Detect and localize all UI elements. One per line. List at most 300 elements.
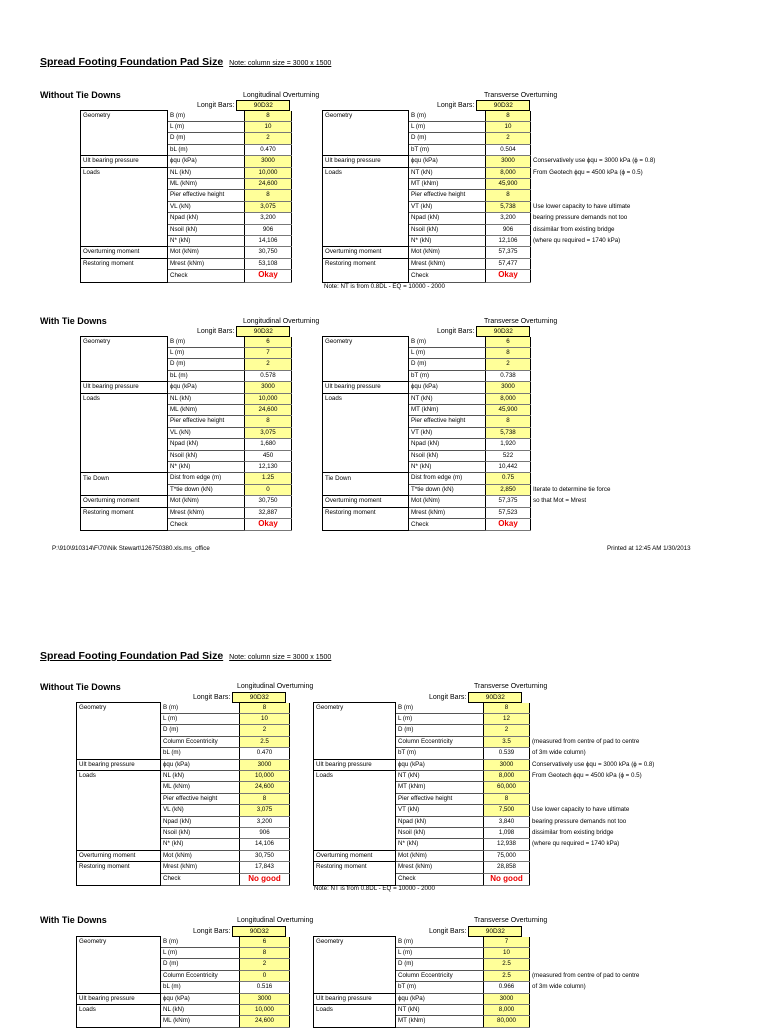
table-row <box>81 393 292 404</box>
table-row <box>314 862 690 873</box>
comment-cell: Conservatively use ɸqu = 3000 kPa (ɸ = 0.8) <box>532 760 655 768</box>
input-value-cell[interactable]: 2 <box>486 133 531 144</box>
input-value-cell[interactable]: 24,600 <box>240 1016 290 1027</box>
comment-cell <box>530 1004 690 1015</box>
input-value-cell[interactable]: 3,075 <box>240 805 290 816</box>
longit-bars-label: Longit Bars: 90D32 <box>193 926 286 937</box>
input-value-cell[interactable]: 1.25 <box>245 473 292 484</box>
input-value-cell[interactable]: 2 <box>486 359 531 370</box>
group-label-cell <box>323 144 409 155</box>
table-row <box>77 703 290 714</box>
longit-bars-value[interactable]: 90D32 <box>468 926 522 937</box>
input-value-cell[interactable]: 8 <box>484 793 530 804</box>
table-row <box>77 970 290 981</box>
group-label-cell: Tie Down <box>323 473 409 484</box>
group-label-cell: Ult bearing pressure <box>77 993 161 1004</box>
computed-value-cell: 12,130 <box>245 461 292 472</box>
table-row <box>81 484 292 495</box>
group-label-cell <box>314 947 396 958</box>
input-value-cell[interactable]: 2.5 <box>484 959 530 970</box>
parameter-label-cell: bT (m) <box>409 370 486 381</box>
comment-cell: Use lower capacity to have ultimate <box>533 202 631 210</box>
parameter-label-cell: Nsoil (kN) <box>168 450 245 461</box>
group-label-cell: Geometry <box>77 703 161 714</box>
input-value-cell[interactable]: 2 <box>484 725 530 736</box>
group-label-cell: Overturning moment <box>77 850 161 861</box>
check-result: Okay <box>258 270 278 280</box>
group-label-cell: Loads <box>81 167 168 178</box>
input-value-cell[interactable]: 2 <box>245 359 292 370</box>
table-row <box>323 167 691 178</box>
input-value-cell[interactable]: 10 <box>486 121 531 132</box>
input-value-cell[interactable]: 80,000 <box>484 1016 530 1027</box>
group-label-cell <box>314 839 396 850</box>
parameter-label-cell: Npad (kN) <box>168 439 245 450</box>
comment-cell <box>530 1016 690 1027</box>
longit-bars-label: Longit Bars: 90D32 <box>193 692 286 703</box>
input-value-cell[interactable]: 5,738 <box>486 427 531 438</box>
footer-printed-date: Printed at 12:45 AM 1/30/2013 <box>607 545 691 552</box>
parameter-label-cell: ɸqu (kPa) <box>161 759 240 770</box>
input-value-cell[interactable]: 12 <box>484 713 530 724</box>
parameter-label-cell: N* (kN) <box>168 235 245 246</box>
input-value-cell[interactable]: 60,000 <box>484 782 530 793</box>
group-label-cell <box>314 805 396 816</box>
computed-value-cell: 906 <box>486 224 531 235</box>
table-row <box>323 382 691 393</box>
parameter-label-cell: NT (kN) <box>396 1004 484 1015</box>
nt-note: Note: NT is from 0.8DL - EQ = 10000 - 2000 <box>314 885 435 892</box>
group-label-cell: Restoring moment <box>323 258 409 269</box>
input-value-cell[interactable]: 10,000 <box>240 1004 290 1015</box>
comment-cell <box>530 793 690 804</box>
table-row <box>323 496 691 507</box>
comment-cell <box>531 258 691 269</box>
comment-cell <box>531 439 691 450</box>
table-row <box>323 337 691 348</box>
longit-bars-value[interactable]: 90D32 <box>476 100 530 111</box>
parameter-label-cell: Check <box>409 519 486 531</box>
input-value-cell[interactable]: 7,500 <box>484 805 530 816</box>
comment-cell <box>531 190 691 201</box>
table-row <box>323 133 691 144</box>
parameter-label-cell: Dist from edge (m) <box>168 473 245 484</box>
computed-value-cell: 0.966 <box>484 982 530 993</box>
table-row <box>81 167 292 178</box>
table-row <box>77 862 290 873</box>
parameter-label-cell: Npad (kN) <box>396 816 484 827</box>
table-row <box>323 416 691 427</box>
comment-cell <box>531 270 691 282</box>
parameter-label-cell: B (m) <box>168 111 245 122</box>
input-value-cell[interactable]: 8,000 <box>486 167 531 178</box>
parameter-label-cell: Nsoil (kN) <box>168 224 245 235</box>
computed-value-cell: 30,750 <box>245 496 292 507</box>
group-label-cell: Ult bearing pressure <box>81 382 168 393</box>
input-value-cell[interactable]: 6 <box>486 337 531 348</box>
parameter-label-cell: Check <box>396 873 484 885</box>
group-label-cell: Overturning moment <box>81 496 168 507</box>
group-label-cell <box>323 404 409 415</box>
group-label-cell <box>314 959 396 970</box>
table-row <box>314 805 690 816</box>
parameter-label-cell: B (m) <box>161 703 240 714</box>
table-row <box>314 1016 690 1027</box>
table-row <box>323 393 691 404</box>
computed-value-cell: 522 <box>486 450 531 461</box>
table-row <box>77 937 290 948</box>
parameter-label-cell: VT (kN) <box>409 427 486 438</box>
table-row <box>323 201 691 212</box>
table-row <box>323 213 691 224</box>
check-result-cell <box>240 873 290 885</box>
group-label-cell <box>77 793 161 804</box>
group-label-cell <box>77 839 161 850</box>
parameter-label-cell: NL (kN) <box>168 167 245 178</box>
parameter-label-cell: VL (kN) <box>168 427 245 438</box>
parameter-label-cell: D (m) <box>409 133 486 144</box>
group-label-cell <box>77 947 161 958</box>
parameter-label-cell: ɸqu (kPa) <box>161 993 240 1004</box>
parameter-label-cell: L (m) <box>396 947 484 958</box>
transverse-heading: Transverse Overturning <box>484 318 558 325</box>
input-value-cell[interactable]: 2,850 <box>486 484 531 495</box>
group-label-cell <box>81 270 168 282</box>
computed-value-cell: 3,200 <box>240 816 290 827</box>
parameter-label-cell: bL (m) <box>168 370 245 381</box>
longit-bars-value[interactable]: 90D32 <box>476 326 530 337</box>
input-value-cell[interactable]: 3000 <box>484 993 530 1004</box>
computed-value-cell: 0.470 <box>240 748 290 759</box>
table-row <box>81 224 292 235</box>
parameter-label-cell: Nsoil (kN) <box>409 224 486 235</box>
table-row <box>323 190 691 201</box>
input-value-cell[interactable]: 8,000 <box>484 770 530 781</box>
input-value-cell[interactable]: 3.5 <box>484 736 530 747</box>
group-label-cell <box>323 213 409 224</box>
group-label-cell <box>77 805 161 816</box>
group-label-cell <box>323 224 409 235</box>
table-row <box>77 713 290 724</box>
group-label-cell: Overturning moment <box>323 496 409 507</box>
table-row <box>323 156 691 167</box>
transverse-heading: Transverse Overturning <box>474 683 548 690</box>
input-value-cell[interactable]: 24,600 <box>240 782 290 793</box>
longit-bars-value[interactable]: 90D32 <box>232 926 286 937</box>
comment-cell <box>530 993 690 1004</box>
group-label-cell: Geometry <box>81 111 168 122</box>
parameter-label-cell: ɸqu (kPa) <box>396 993 484 1004</box>
comment-cell: Iterate to determine tie force <box>533 485 611 493</box>
comment-cell: dissimilar from existing bridge <box>533 225 615 233</box>
parameter-label-cell: Mrest (kNm) <box>396 862 484 873</box>
group-label-cell: Loads <box>314 1004 396 1015</box>
parameter-label-cell: T*tie down (kN) <box>409 484 486 495</box>
group-label-cell <box>323 450 409 461</box>
longitudinal-table <box>80 110 292 283</box>
parameter-label-cell: D (m) <box>161 725 240 736</box>
input-value-cell[interactable]: 0 <box>245 484 292 495</box>
computed-value-cell: 12,106 <box>486 235 531 246</box>
input-value-cell[interactable]: 3,075 <box>245 427 292 438</box>
group-label-cell <box>81 461 168 472</box>
group-label-cell <box>77 959 161 970</box>
comment-cell <box>530 937 690 948</box>
input-value-cell[interactable]: 7 <box>245 347 292 358</box>
parameter-label-cell: Check <box>409 270 486 282</box>
computed-value-cell: 30,750 <box>245 247 292 258</box>
input-value-cell[interactable]: 2.5 <box>240 736 290 747</box>
computed-value-cell: 57,523 <box>486 507 531 518</box>
input-value-cell[interactable]: 10 <box>484 947 530 958</box>
group-label-cell <box>77 970 161 981</box>
input-value-cell[interactable]: 8 <box>245 190 292 201</box>
parameter-label-cell: bT (m) <box>396 982 484 993</box>
input-value-cell[interactable]: 10,000 <box>240 770 290 781</box>
group-label-cell <box>314 713 396 724</box>
table-row <box>77 748 290 759</box>
input-value-cell[interactable]: 3000 <box>486 382 531 393</box>
input-value-cell[interactable]: 10,000 <box>245 167 292 178</box>
parameter-label-cell: Mot (kNm) <box>396 850 484 861</box>
input-value-cell[interactable]: 24,600 <box>245 178 292 189</box>
input-value-cell[interactable]: 3000 <box>486 156 531 167</box>
group-label-cell <box>81 178 168 189</box>
input-value-cell[interactable]: 3000 <box>240 993 290 1004</box>
comment-cell: of 3m wide column) <box>532 749 586 757</box>
table-row <box>77 725 290 736</box>
parameter-label-cell: Column Eccentricity <box>161 736 240 747</box>
parameter-label-cell: Check <box>168 519 245 531</box>
group-label-cell <box>81 121 168 132</box>
longitudinal-heading: Longitudinal Overturning <box>237 683 314 690</box>
input-value-cell[interactable]: 8,000 <box>486 393 531 404</box>
computed-value-cell: 53,108 <box>245 258 292 269</box>
parameter-label-cell: B (m) <box>168 337 245 348</box>
parameter-label-cell: L (m) <box>409 121 486 132</box>
computed-value-cell: 906 <box>240 827 290 838</box>
input-value-cell[interactable]: 8 <box>245 111 292 122</box>
input-value-cell[interactable]: 6 <box>245 337 292 348</box>
table-row <box>77 839 290 850</box>
input-value-cell[interactable]: 10 <box>240 713 290 724</box>
parameter-label-cell: MT (kNm) <box>396 1016 484 1027</box>
page-title: Spread Footing Foundation Pad Size Note: column size = 3000 x 1500 <box>40 56 332 68</box>
input-value-cell[interactable]: 8 <box>240 947 290 958</box>
input-value-cell[interactable]: 10 <box>245 121 292 132</box>
table-row <box>77 947 290 958</box>
parameter-label-cell: L (m) <box>396 713 484 724</box>
input-value-cell[interactable]: 8 <box>245 416 292 427</box>
parameter-label-cell: Mrest (kNm) <box>409 507 486 518</box>
parameter-label-cell: Mrest (kNm) <box>409 258 486 269</box>
input-value-cell[interactable]: 8 <box>484 703 530 714</box>
table-row <box>314 748 690 759</box>
parameter-label-cell: Mot (kNm) <box>168 247 245 258</box>
group-label-cell <box>77 827 161 838</box>
input-value-cell[interactable]: 3000 <box>245 382 292 393</box>
group-label-cell: Ult bearing pressure <box>323 382 409 393</box>
group-label-cell <box>323 347 409 358</box>
table-row <box>314 947 690 958</box>
table-row <box>81 178 292 189</box>
longitudinal-heading: Longitudinal Overturning <box>243 318 320 325</box>
table-row <box>77 759 290 770</box>
table-row <box>77 793 290 804</box>
input-value-cell[interactable]: 7 <box>484 937 530 948</box>
group-label-cell: Geometry <box>323 337 409 348</box>
transverse-table <box>322 110 691 283</box>
input-value-cell[interactable]: 45,900 <box>486 178 531 189</box>
table-row <box>77 993 290 1004</box>
section-heading-without-tie-downs: Without Tie Downs <box>40 682 121 692</box>
table-row <box>81 156 292 167</box>
group-label-cell <box>323 439 409 450</box>
page-title: Spread Footing Foundation Pad Size Note: column size = 3000 x 1500 <box>40 650 332 662</box>
parameter-label-cell: NL (kN) <box>168 393 245 404</box>
table-row <box>323 270 691 282</box>
table-row <box>314 850 690 861</box>
input-value-cell[interactable]: 6 <box>240 937 290 948</box>
parameter-label-cell: N* (kN) <box>396 839 484 850</box>
input-value-cell[interactable]: 8 <box>486 347 531 358</box>
parameter-label-cell: MT (kNm) <box>396 782 484 793</box>
parameter-label-cell: Npad (kN) <box>409 213 486 224</box>
input-value-cell[interactable]: 5,738 <box>486 201 531 212</box>
parameter-label-cell: L (m) <box>168 121 245 132</box>
table-row <box>323 178 691 189</box>
input-value-cell[interactable]: 8 <box>240 793 290 804</box>
parameter-label-cell: B (m) <box>409 111 486 122</box>
parameter-label-cell: VT (kN) <box>396 805 484 816</box>
table-row <box>81 473 292 484</box>
group-label-cell <box>81 519 168 531</box>
table-row <box>77 827 290 838</box>
parameter-label-cell: ɸqu (kPa) <box>168 156 245 167</box>
comment-cell: bearing pressure demands not too <box>533 214 628 222</box>
table-row <box>81 133 292 144</box>
longit-bars-label: Longit Bars: 90D32 <box>197 100 290 111</box>
group-label-cell: Loads <box>314 770 396 781</box>
longit-bars-value[interactable]: 90D32 <box>236 326 290 337</box>
input-value-cell[interactable]: 8 <box>486 190 531 201</box>
input-value-cell[interactable]: 8 <box>486 111 531 122</box>
parameter-label-cell: D (m) <box>161 959 240 970</box>
input-value-cell[interactable]: 24,600 <box>245 404 292 415</box>
group-label-cell <box>81 235 168 246</box>
longitudinal-heading: Longitudinal Overturning <box>237 917 314 924</box>
computed-value-cell: 14,106 <box>240 839 290 850</box>
input-value-cell[interactable]: 8 <box>486 416 531 427</box>
parameter-label-cell: ML (kNm) <box>168 178 245 189</box>
comment-cell <box>531 133 691 144</box>
group-label-cell <box>314 782 396 793</box>
input-value-cell[interactable]: 10,000 <box>245 393 292 404</box>
comment-cell <box>530 782 690 793</box>
section-heading-without-tie-downs: Without Tie Downs <box>40 90 121 100</box>
table-row <box>314 827 690 838</box>
table-row <box>314 937 690 948</box>
parameter-label-cell: Pier effective height <box>168 190 245 201</box>
table-row <box>81 416 292 427</box>
check-result: No good <box>248 873 281 883</box>
input-value-cell[interactable]: 2 <box>245 133 292 144</box>
parameter-label-cell: D (m) <box>396 725 484 736</box>
table-row <box>77 959 290 970</box>
computed-value-cell: 0.539 <box>484 748 530 759</box>
computed-value-cell: 12,938 <box>484 839 530 850</box>
input-value-cell[interactable]: 0 <box>240 970 290 981</box>
input-value-cell[interactable]: 3000 <box>484 759 530 770</box>
group-label-cell <box>323 178 409 189</box>
table-row <box>314 782 690 793</box>
comment-cell <box>530 713 690 724</box>
comment-cell <box>531 427 691 438</box>
table-row <box>314 816 690 827</box>
comment-cell <box>531 337 691 348</box>
longitudinal-heading: Longitudinal Overturning <box>243 92 320 99</box>
parameter-label-cell: Column Eccentricity <box>396 736 484 747</box>
table-row <box>323 439 691 450</box>
table-row <box>323 507 691 518</box>
input-value-cell[interactable]: 3,075 <box>245 201 292 212</box>
longit-bars-value[interactable]: 90D32 <box>232 692 286 703</box>
parameter-label-cell: N* (kN) <box>161 839 240 850</box>
input-value-cell[interactable]: 2.5 <box>484 970 530 981</box>
table-row <box>77 982 290 993</box>
parameter-label-cell: ɸqu (kPa) <box>396 759 484 770</box>
table-row <box>77 850 290 861</box>
comment-cell <box>530 703 690 714</box>
input-value-cell[interactable]: 8,000 <box>484 1004 530 1015</box>
group-label-cell <box>77 873 161 885</box>
table-row <box>323 484 691 495</box>
group-label-cell <box>323 370 409 381</box>
longit-bars-value[interactable]: 90D32 <box>468 692 522 703</box>
group-label-cell: Restoring moment <box>314 862 396 873</box>
group-label-cell <box>81 224 168 235</box>
parameter-label-cell: Pier effective height <box>396 793 484 804</box>
group-label-cell <box>77 748 161 759</box>
input-value-cell[interactable]: 2 <box>240 959 290 970</box>
table-row <box>323 111 691 122</box>
input-value-cell[interactable]: 45,900 <box>486 404 531 415</box>
group-label-cell <box>314 793 396 804</box>
input-value-cell[interactable]: 2 <box>240 725 290 736</box>
group-label-cell <box>323 235 409 246</box>
input-value-cell[interactable]: 8 <box>240 703 290 714</box>
table-row <box>81 337 292 348</box>
table-row <box>81 121 292 132</box>
group-label-cell <box>81 450 168 461</box>
parameter-label-cell: ML (kNm) <box>161 1016 240 1027</box>
table-row <box>314 725 690 736</box>
input-value-cell[interactable]: 0.75 <box>486 473 531 484</box>
group-label-cell: Loads <box>77 770 161 781</box>
group-label-cell: Geometry <box>314 703 396 714</box>
table-row <box>81 439 292 450</box>
input-value-cell[interactable]: 3000 <box>245 156 292 167</box>
group-label-cell <box>314 748 396 759</box>
computed-value-cell: 1,098 <box>484 827 530 838</box>
comment-cell <box>530 862 690 873</box>
group-label-cell <box>314 725 396 736</box>
parameter-label-cell: L (m) <box>168 347 245 358</box>
longit-bars-value[interactable]: 90D32 <box>236 100 290 111</box>
parameter-label-cell: Pier effective height <box>409 190 486 201</box>
parameter-label-cell: Pier effective height <box>168 416 245 427</box>
input-value-cell[interactable]: 3000 <box>240 759 290 770</box>
